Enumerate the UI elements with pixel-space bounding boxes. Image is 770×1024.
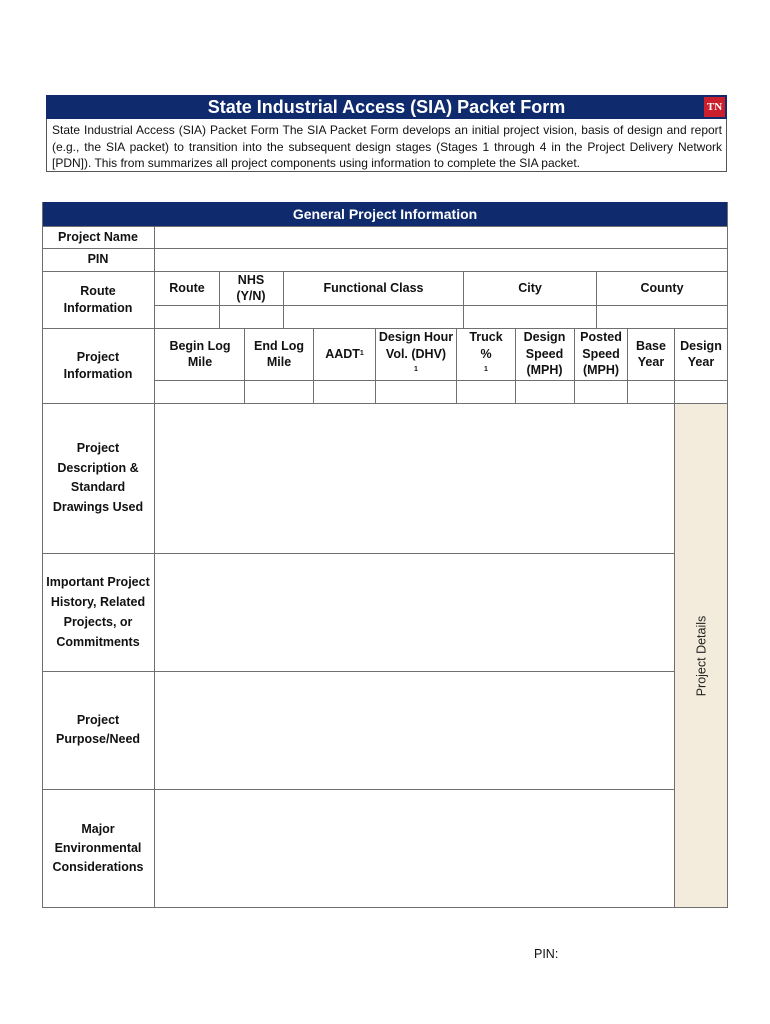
- design-speed-header: Design Speed (MPH): [523, 330, 566, 378]
- footnote-marker: 1: [414, 366, 418, 374]
- end-log-mile-field[interactable]: [245, 381, 313, 403]
- nhs-field[interactable]: [220, 306, 283, 328]
- nhs-header: NHS (Y/N): [236, 272, 266, 303]
- city-header: City: [518, 280, 542, 295]
- functional-class-header: Functional Class: [323, 280, 424, 295]
- project-name-field[interactable]: [155, 227, 727, 248]
- functional-class-field[interactable]: [284, 306, 463, 328]
- project-history-label: Important Project History, Related Projects, or Commitments: [46, 575, 150, 649]
- tn-logo: TN: [704, 97, 725, 117]
- design-year-header: Design Year: [680, 338, 722, 369]
- posted-speed-header: Posted Speed (MPH): [580, 330, 622, 378]
- posted-speed-field[interactable]: [575, 381, 627, 403]
- project-description-field[interactable]: [155, 404, 674, 553]
- pin-field[interactable]: [155, 249, 727, 271]
- city-field[interactable]: [464, 306, 596, 328]
- base-year-header: Base Year: [636, 338, 666, 369]
- section-title: General Project Information: [42, 202, 728, 226]
- project-history-field[interactable]: [155, 554, 674, 671]
- base-year-field[interactable]: [628, 381, 674, 403]
- begin-log-mile-field[interactable]: [155, 381, 244, 403]
- design-year-field[interactable]: [675, 381, 727, 403]
- route-header: Route: [169, 280, 205, 295]
- truck-pct-field[interactable]: [457, 381, 515, 403]
- county-header: County: [640, 280, 684, 295]
- project-details-label: Project Details: [694, 615, 708, 696]
- design-speed-field[interactable]: [516, 381, 574, 403]
- county-field[interactable]: [597, 306, 727, 328]
- project-information-label: Project Information: [63, 350, 133, 381]
- pin-label: PIN: [87, 252, 109, 267]
- project-purpose-label: Project Purpose/Need: [55, 712, 141, 746]
- aadt-header: AADT 1: [325, 346, 364, 361]
- end-log-mile-header: End Log Mile: [254, 338, 304, 369]
- aadt-field[interactable]: [314, 381, 375, 403]
- environmental-considerations-field[interactable]: [155, 790, 674, 907]
- form-title: State Industrial Access (SIA) Packet Form: [207, 97, 566, 117]
- project-purpose-field[interactable]: [155, 672, 674, 789]
- intro-description: State Industrial Access (SIA) Packet Form The SIA Packet Form develops an initial project vision, basis of design and report (e.g., the SIA packet) to transition into the subsequent design stages (Stages 1 through 4 in the Project Delivery Network [PDN]). This from summarizes all project components using information to complete the SIA packet.: [52, 123, 722, 170]
- truck-pct-header: Truck % 1: [463, 328, 509, 380]
- footnote-marker: 1: [484, 366, 488, 374]
- footer-pin-label: PIN:: [534, 947, 559, 961]
- route-information-label: Route Information: [63, 284, 133, 315]
- begin-log-mile-header: Begin Log Mile: [169, 338, 231, 369]
- project-description-label: Project Description & Standard Drawings Used: [52, 441, 144, 514]
- project-name-label: Project Name: [58, 229, 138, 244]
- environmental-considerations-label: Major Environmental Considerations: [52, 821, 144, 874]
- footnote-marker: 1: [359, 349, 364, 357]
- dhv-header: Design Hour Vol. (DHV) 1: [376, 328, 456, 380]
- route-field[interactable]: [155, 306, 219, 328]
- dhv-field[interactable]: [376, 381, 456, 403]
